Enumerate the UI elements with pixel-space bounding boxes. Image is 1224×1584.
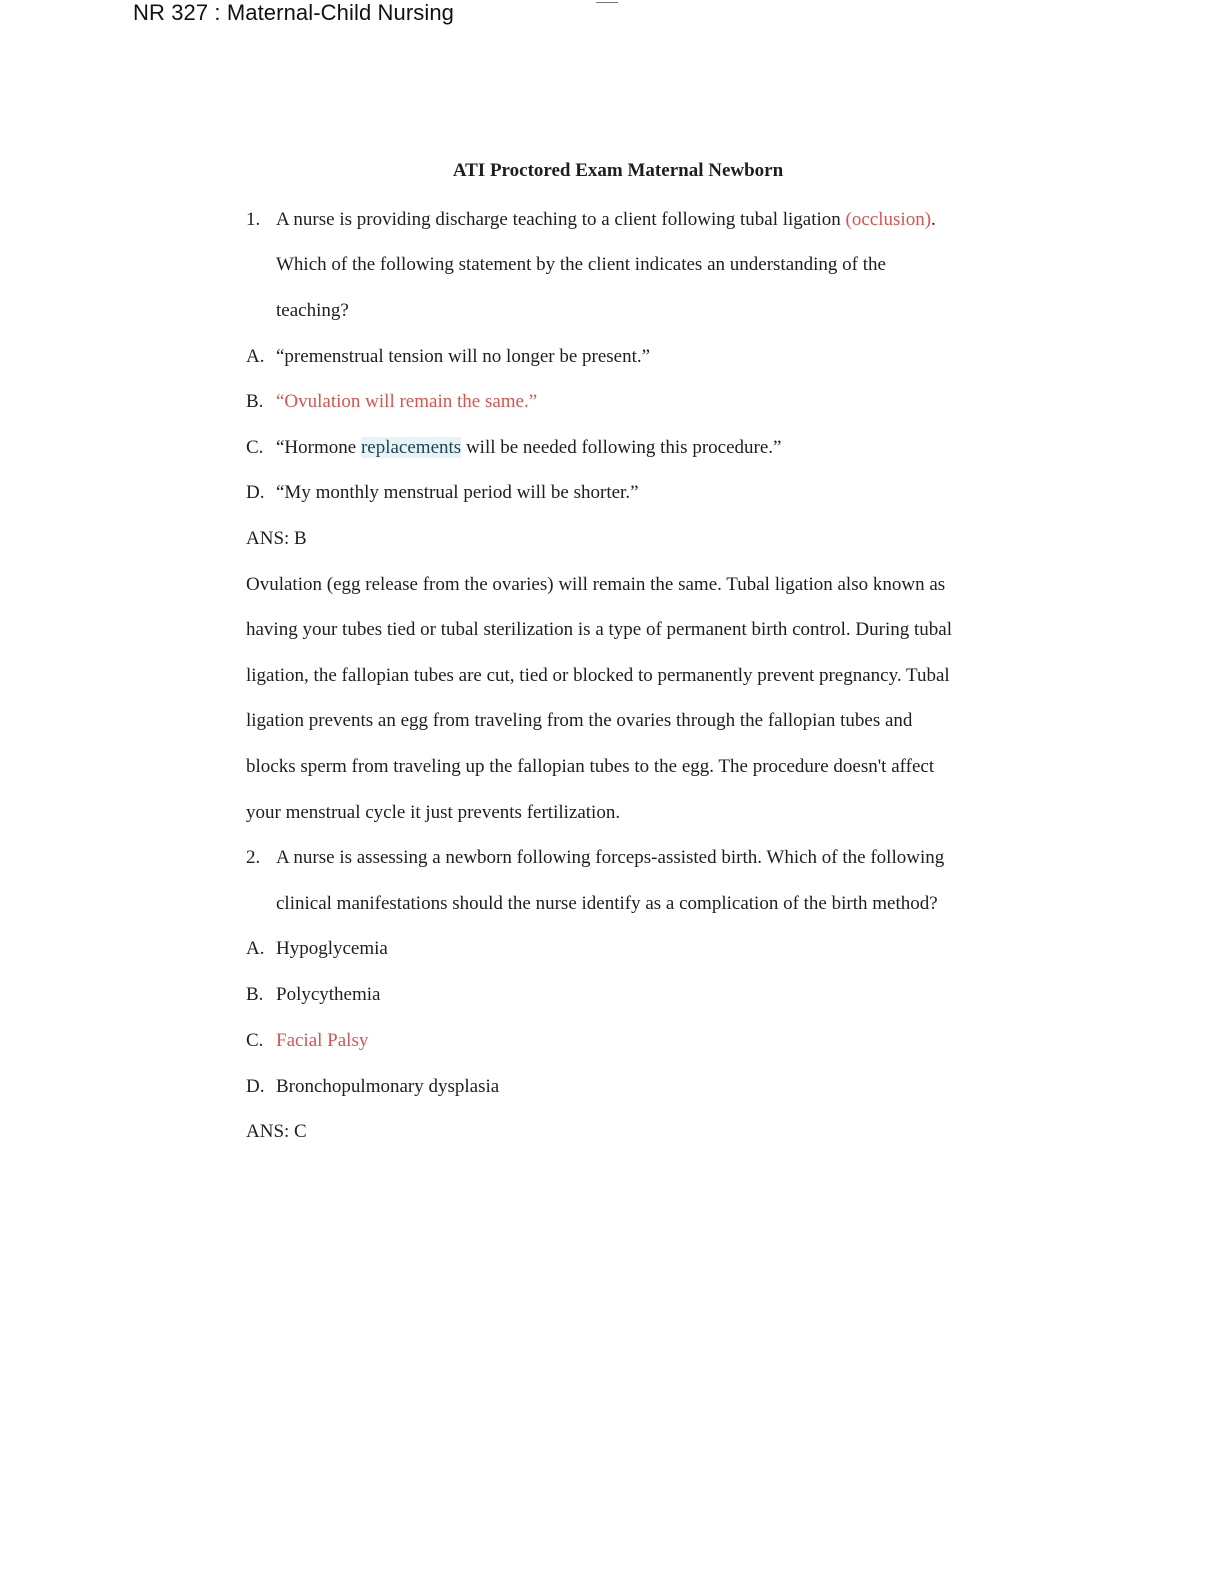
q2-option-d-text: Bronchopulmonary dysplasia	[276, 1076, 500, 1097]
q1-rationale-line-1: Ovulation (egg release from the ovaries) will remain the same. Tubal ligation also known as	[246, 574, 946, 595]
q2-option-a	[246, 937, 388, 961]
q2-number: 2.	[246, 847, 261, 868]
q1-rationale-line-3: ligation, the fallopian tubes are cut, tied or blocked to permanently prevent pregnancy. Tubal	[246, 665, 950, 686]
q2-option-d	[246, 1075, 499, 1099]
q2-stem-line-1	[246, 846, 944, 870]
q2-option-c-letter: C.	[246, 1030, 264, 1051]
q1-option-a-letter: A.	[246, 346, 265, 367]
course-header: NR 327 : Maternal-Child Nursing	[133, 0, 455, 25]
q1-option-d-text: “My monthly menstrual period will be shorter.”	[276, 482, 639, 503]
q2-option-a-letter: A.	[246, 938, 265, 959]
q1-stem-text: A nurse is providing discharge teaching to a client following tubal ligation	[276, 209, 846, 230]
q1-rationale-line-6: your menstrual cycle it just prevents fertilization.	[246, 802, 621, 823]
q1-answer: ANS: B	[246, 528, 307, 549]
q1-option-b	[246, 390, 537, 414]
q2-stem-line-2: clinical manifestations should the nurse identify as a complication of the birth method?	[276, 893, 938, 914]
q1-option-c	[246, 436, 781, 460]
q2-option-b	[246, 983, 380, 1007]
q2-option-a-text: Hypoglycemia	[276, 938, 388, 959]
q1-stem-line-1	[246, 208, 936, 232]
q1-stem-line-3: teaching?	[276, 300, 349, 321]
q1-option-c-letter: C.	[246, 437, 264, 458]
q1-number: 1.	[246, 209, 261, 230]
q2-option-b-text: Polycythemia	[276, 984, 381, 1005]
q2-option-c	[246, 1029, 368, 1053]
top-mark	[596, 0, 618, 3]
q1-rationale-line-4: ligation prevents an egg from traveling from the ovaries through the fallopian tubes and	[246, 710, 913, 731]
q1-option-c-text-post: will be needed following this procedure.”	[461, 437, 782, 458]
q1-option-b-letter: B.	[246, 391, 264, 412]
q2-option-c-text: Facial Palsy	[276, 1030, 369, 1051]
q1-stem-line-2: Which of the following statement by the client indicates an understanding of the	[276, 254, 886, 275]
q1-option-d-letter: D.	[246, 482, 265, 503]
q2-answer: ANS: C	[246, 1121, 307, 1142]
q1-option-a	[246, 345, 650, 369]
q1-option-a-text: “premenstrual tension will no longer be present.”	[276, 346, 651, 367]
q1-option-c-text-pre: “Hormone	[276, 437, 361, 458]
q1-stem-occlusion: (occlusion)	[845, 209, 932, 230]
q1-option-d	[246, 481, 639, 505]
q1-stem-period: .	[931, 209, 936, 230]
exam-title: ATI Proctored Exam Maternal Newborn	[452, 160, 784, 181]
q2-option-b-letter: B.	[246, 984, 264, 1005]
q2-option-d-letter: D.	[246, 1076, 265, 1097]
q2-stem-text: A nurse is assessing a newborn following forceps-assisted birth. Which of the following	[276, 847, 945, 868]
q1-option-c-highlight: replacements	[360, 437, 462, 458]
q1-option-b-text: “Ovulation will remain the same.”	[276, 391, 538, 412]
q1-rationale-line-5: blocks sperm from traveling up the fallopian tubes to the egg. The procedure doesn't affect	[246, 756, 935, 777]
q1-rationale-line-2: having your tubes tied or tubal sterilization is a type of permanent birth control. During tubal	[246, 619, 952, 640]
